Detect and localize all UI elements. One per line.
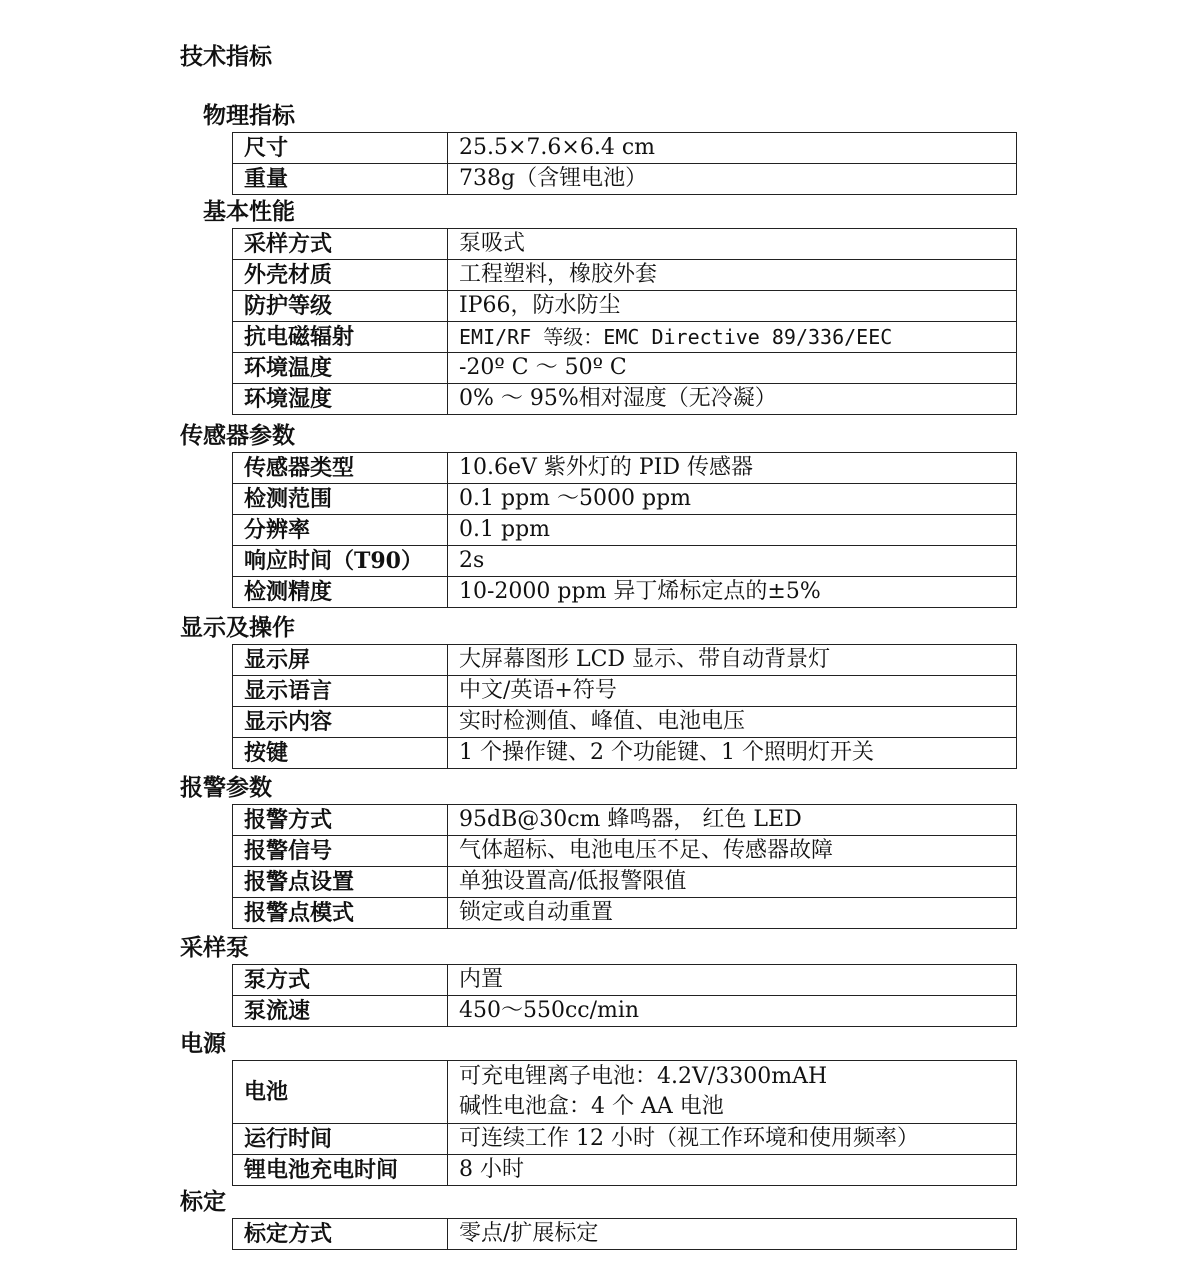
section-heading: 电源 xyxy=(180,1030,226,1057)
spec-key: 显示内容 xyxy=(233,707,448,738)
spec-value: 10-2000 ppm 异丁烯标定点的±5% xyxy=(448,577,1017,608)
spec-value: 738g（含锂电池） xyxy=(448,164,1017,195)
table-row xyxy=(233,546,1017,577)
spec-value: 零点/扩展标定 xyxy=(448,1219,1017,1250)
spec-table-power xyxy=(232,1060,1017,1186)
spec-key: 检测精度 xyxy=(233,577,448,608)
spec-key: 尺寸 xyxy=(233,133,448,164)
table-row xyxy=(233,738,1017,769)
table-row xyxy=(233,260,1017,291)
table-row xyxy=(233,164,1017,195)
table-row xyxy=(233,676,1017,707)
spec-value: 可连续工作 12 小时（视工作环境和使用频率） xyxy=(448,1124,1017,1155)
spec-value: IP66，防水防尘 xyxy=(448,291,1017,322)
table-row xyxy=(233,515,1017,546)
spec-key: 按键 xyxy=(233,738,448,769)
spec-key: 运行时间 xyxy=(233,1124,448,1155)
spec-table-basic xyxy=(232,228,1017,415)
spec-key: 抗电磁辐射 xyxy=(233,322,448,353)
spec-value: 1 个操作键、2 个功能键、1 个照明灯开关 xyxy=(448,738,1017,769)
table-row xyxy=(233,707,1017,738)
spec-value: 大屏幕图形 LCD 显示、带自动背景灯 xyxy=(448,645,1017,676)
section-heading: 传感器参数 xyxy=(180,422,295,449)
spec-value: 单独设置高/低报警限值 xyxy=(448,867,1017,898)
spec-value: 工程塑料，橡胶外套 xyxy=(448,260,1017,291)
table-row xyxy=(233,645,1017,676)
spec-value: EMI/RF 等级：EMC Directive 89/336/EEC xyxy=(448,322,1017,353)
spec-value-line: 可充电锂离子电池：4.2V/3300mAH xyxy=(459,1064,828,1089)
spec-table-calibration xyxy=(232,1218,1017,1250)
table-row xyxy=(233,384,1017,415)
spec-value: 0.1 ppm xyxy=(448,515,1017,546)
spec-value: 95dB@30cm 蜂鸣器， 红色 LED xyxy=(448,805,1017,836)
spec-value: 450～550cc/min xyxy=(448,996,1017,1027)
spec-key: 环境温度 xyxy=(233,353,448,384)
spec-value: 0.1 ppm ～5000 ppm xyxy=(448,484,1017,515)
spec-value: 25.5×7.6×6.4 cm xyxy=(448,133,1017,164)
spec-key: 防护等级 xyxy=(233,291,448,322)
table-row xyxy=(233,1155,1017,1186)
table-row xyxy=(233,453,1017,484)
spec-key: 报警信号 xyxy=(233,836,448,867)
table-row xyxy=(233,353,1017,384)
table-row xyxy=(233,133,1017,164)
spec-key: 显示语言 xyxy=(233,676,448,707)
spec-key: 传感器类型 xyxy=(233,453,448,484)
spec-key: 重量 xyxy=(233,164,448,195)
section-heading: 物理指标 xyxy=(203,102,295,129)
spec-key: 电池 xyxy=(233,1061,448,1124)
spec-key: 外壳材质 xyxy=(233,260,448,291)
section-heading: 显示及操作 xyxy=(180,614,295,641)
table-row xyxy=(233,484,1017,515)
spec-key: 报警点设置 xyxy=(233,867,448,898)
document-title: 技术指标 xyxy=(180,43,272,70)
table-row xyxy=(233,229,1017,260)
table-row xyxy=(233,1219,1017,1250)
spec-key: 检测范围 xyxy=(233,484,448,515)
spec-key: 响应时间（T90） xyxy=(233,546,448,577)
spec-table-pump xyxy=(232,964,1017,1027)
spec-key: 泵流速 xyxy=(233,996,448,1027)
spec-table-alarm xyxy=(232,804,1017,929)
spec-key: 报警点模式 xyxy=(233,898,448,929)
spec-key: 分辨率 xyxy=(233,515,448,546)
spec-table-sensor xyxy=(232,452,1017,608)
spec-value: 10.6eV 紫外灯的 PID 传感器 xyxy=(448,453,1017,484)
spec-key: 泵方式 xyxy=(233,965,448,996)
table-row xyxy=(233,1124,1017,1155)
spec-value: 泵吸式 xyxy=(448,229,1017,260)
spec-key: 环境湿度 xyxy=(233,384,448,415)
section-heading: 报警参数 xyxy=(180,774,272,801)
table-row xyxy=(233,1061,1017,1124)
spec-key: 显示屏 xyxy=(233,645,448,676)
spec-key: 标定方式 xyxy=(233,1219,448,1250)
section-heading: 采样泵 xyxy=(180,934,249,961)
table-row xyxy=(233,577,1017,608)
spec-value: 实时检测值、峰值、电池电压 xyxy=(448,707,1017,738)
table-row xyxy=(233,805,1017,836)
table-row xyxy=(233,965,1017,996)
table-row xyxy=(233,867,1017,898)
table-row xyxy=(233,291,1017,322)
spec-value-multiline xyxy=(448,1061,1017,1124)
spec-value: 2s xyxy=(448,546,1017,577)
spec-table-display xyxy=(232,644,1017,769)
spec-value: 锁定或自动重置 xyxy=(448,898,1017,929)
spec-value: 气体超标、电池电压不足、传感器故障 xyxy=(448,836,1017,867)
section-heading: 标定 xyxy=(180,1188,226,1215)
section-heading: 基本性能 xyxy=(203,198,295,225)
table-row xyxy=(233,898,1017,929)
spec-value: -20º C ～ 50º C xyxy=(448,353,1017,384)
spec-key: 采样方式 xyxy=(233,229,448,260)
spec-value: 8 小时 xyxy=(448,1155,1017,1186)
table-row xyxy=(233,836,1017,867)
table-row xyxy=(233,322,1017,353)
spec-value: 内置 xyxy=(448,965,1017,996)
spec-table-physical xyxy=(232,132,1017,195)
table-row xyxy=(233,996,1017,1027)
spec-key: 报警方式 xyxy=(233,805,448,836)
spec-value-line: 碱性电池盒：4 个 AA 电池 xyxy=(459,1094,724,1119)
spec-value: 0% ～ 95%相对湿度（无冷凝） xyxy=(448,384,1017,415)
spec-value: 中文/英语+符号 xyxy=(448,676,1017,707)
spec-key: 锂电池充电时间 xyxy=(233,1155,448,1186)
